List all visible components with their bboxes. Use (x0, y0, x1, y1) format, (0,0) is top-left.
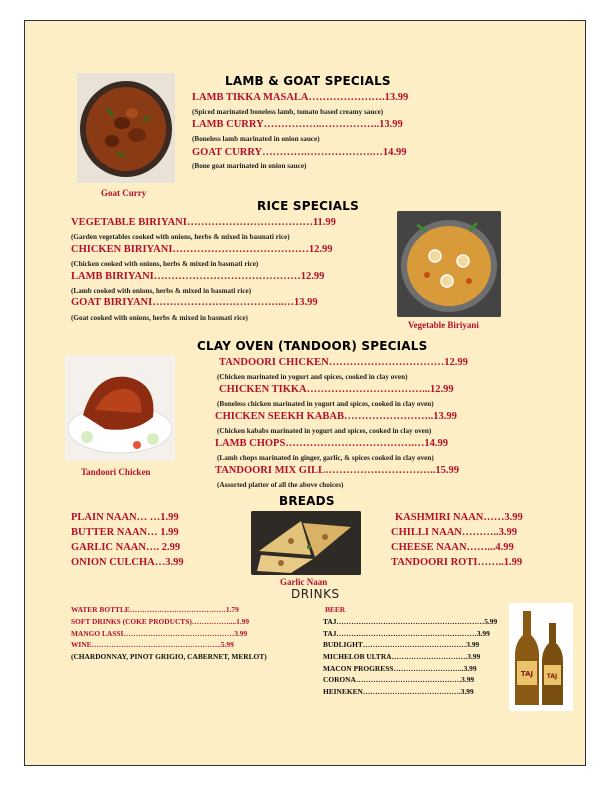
tandoori-chicken-photo (65, 355, 175, 461)
lamb-item-2: LAMB CURRY……………..……………..13.99 (192, 119, 403, 130)
goat-curry-photo (77, 73, 175, 183)
bottle-label-left: TAJ (520, 670, 534, 678)
bread-left-1: PLAIN NAAN… …1.99 (71, 512, 179, 523)
tandoor-desc-5: (Assorted platter of all the above choices) (217, 481, 344, 489)
lamb-desc-3: (Bone goat marinated in onion sauce) (192, 162, 307, 170)
tandoor-item-1: TANDOORI CHICKEN……………………………12.99 (219, 357, 468, 368)
garlic-naan-photo (251, 511, 361, 575)
biriyani-icon (397, 211, 501, 317)
goat-curry-icon (77, 73, 175, 183)
bread-right-2: CHILLI NAAN………..3.99 (391, 527, 518, 538)
bread-right-1: KASHMIRI NAAN……3.99 (395, 512, 523, 523)
biriyani-photo (397, 211, 501, 317)
beer-item-6: CORONA…………………………………….3.99 (323, 675, 475, 684)
garlic-naan-caption: Garlic Naan (280, 577, 328, 587)
goat-curry-caption: Goat Curry (101, 188, 147, 198)
rice-desc-3: (Lamb cooked with onions, herbs & mixed in basmati rice) (71, 287, 252, 295)
drink-left-4: WINE……………………………………………..5.99 (71, 640, 234, 649)
lamb-item-1: LAMB TIKKA MASALA………………….13.99 (192, 92, 409, 103)
tandoor-item-4: LAMB CHOPS……………………………….…14.99 (215, 438, 449, 449)
menu-page (24, 20, 586, 766)
bread-right-3: CHEESE NAAN……...4.99 (391, 542, 514, 553)
tandoor-heading: CLAY OVEN (TANDOOR) SPECIALS (197, 339, 428, 353)
rice-desc-2: (Chicken cooked with onions, herbs & mixed in basmati rice) (71, 260, 259, 268)
breads-heading: BREADS (279, 494, 335, 508)
tandoori-chicken-icon (65, 355, 175, 461)
tandoor-item-3: CHICKEN SEEKH KABAB……………………..13.99 (215, 411, 457, 422)
drink-left-2: SOFT DRINKS (COKE PRODUCTS)……………....1.99 (71, 617, 250, 626)
beer-item-2: TAJ…………………………………………………3.99 (323, 629, 490, 638)
beer-bottle-icon (509, 603, 573, 711)
drink-left-3: MANGO LASSI………………………………………3.99 (71, 629, 248, 638)
rice-desc-1: (Garden vegetables cooked with onions, herbs & mixed in basmati rice) (71, 233, 290, 241)
rice-item-3: LAMB BIRIYANI……………………………………12.99 (71, 271, 325, 282)
tandoor-desc-3: (Chicken kababs marinated in yogurt and spices, cooked in clay oven) (217, 427, 432, 435)
rice-item-2: CHICKEN BIRIYANI…………………………………12.99 (71, 244, 333, 255)
rice-desc-4: (Goat cooked with onions, herbs & mixed in basmati rice) (71, 314, 248, 322)
beer-item-5: MACON PROGRESS………………………..3.99 (323, 664, 477, 673)
lamb-heading: LAMB & GOAT SPECIALS (225, 74, 391, 88)
taj-beer-photo (509, 603, 573, 711)
tandoor-desc-1: (Chicken marinated in yogurt and spices, cooked in clay oven) (217, 373, 408, 381)
rice-item-4: GOAT BIRIYANI………………………………..…13.99 (71, 297, 318, 308)
bread-left-2: BUTTER NAAN… 1.99 (71, 527, 179, 538)
biriyani-caption: Vegetable Biriyani (408, 320, 479, 330)
rice-heading: RICE SPECIALS (257, 199, 359, 213)
garlic-naan-icon (251, 511, 361, 575)
lamb-desc-2: (Boneless lamb marinated in onion sauce) (192, 135, 320, 143)
tandoor-item-5: TANDOORI MIX GILL…………………………..15.99 (215, 465, 459, 476)
tandoor-item-2: CHICKEN TIKKA……………………………...12.99 (219, 384, 454, 395)
beer-item-4: MICHELOB ULTRA………………………….3.99 (323, 652, 481, 661)
drinks-heading: DRINKS (291, 587, 340, 601)
tandoor-desc-4: (Lamb chops marinated in ginger, garlic, & spices cooked in clay oven) (217, 454, 434, 462)
tandoor-desc-2: (Boneless chicken marinated in yogurt and spices, cooked in clay oven) (217, 400, 434, 408)
bread-right-4: TANDOORI ROTI……..1.99 (391, 557, 523, 568)
beer-item-1: TAJ……………………………………………………5.99 (323, 617, 498, 626)
drink-left-1: WATER BOTTLE…………………………………1.79 (71, 605, 239, 614)
rice-item-1: VEGETABLE BIRIYANI………………………………11.99 (71, 217, 336, 228)
beer-item-7: HEINEKEN………………………………….3.99 (323, 687, 474, 696)
beer-heading: BEER (325, 605, 346, 614)
bread-left-4: ONION CULCHA…3.99 (71, 557, 184, 568)
drink-left-5: (CHARDONNAY, PINOT GRIGIO, CABERNET, MERLOT) (71, 652, 267, 661)
bottle-label-right: TAJ (546, 673, 558, 680)
beer-item-3: BUDLIGHT……………………………………3.99 (323, 640, 480, 649)
bread-left-3: GARLIC NAAN…. 2.99 (71, 542, 181, 553)
tandoori-chicken-caption: Tandoori Chicken (81, 467, 151, 477)
lamb-desc-1: (Spiced marinated boneless lamb, tomato based creamy sauce) (192, 108, 384, 116)
lamb-item-3: GOAT CURRY………….……………….…14.99 (192, 147, 407, 158)
